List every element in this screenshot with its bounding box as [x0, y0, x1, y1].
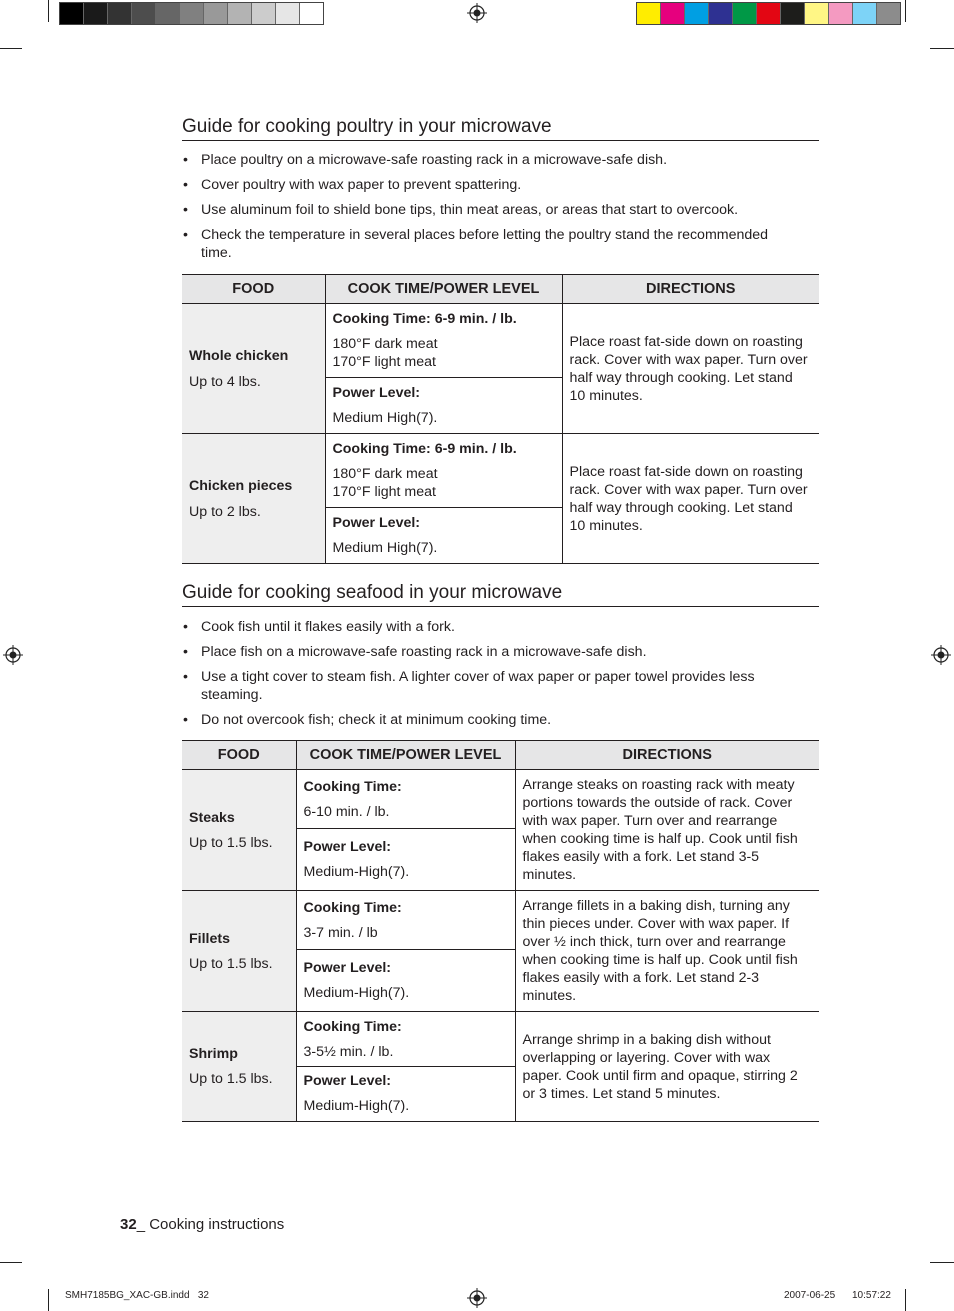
food-amount: Up to 4 lbs.	[189, 373, 261, 390]
food-cell	[182, 304, 325, 434]
color-swatch	[781, 3, 805, 24]
cooking-time-line: 170°F light meat	[332, 354, 436, 370]
registration-mark-icon	[467, 3, 487, 23]
column-header-food: FOOD	[182, 275, 325, 304]
cooking-time-line: 180°F dark meat	[332, 466, 438, 482]
directions-cell: Place roast fat-side down on roasting rack. Cover with wax paper. Turn over half way through cooking. Let stand 10 minutes.	[562, 304, 819, 434]
registration-mark-icon	[467, 1288, 487, 1308]
crop-mark	[905, 1289, 906, 1311]
registration-mark-icon	[3, 645, 23, 665]
column-header-directions: DIRECTIONS	[515, 741, 819, 770]
cooking-time-line: 170°F light meat	[332, 484, 436, 500]
cook-time-cell	[325, 434, 562, 564]
list-item: • Place fish on a microwave-safe roasting rack in a microwave-safe dish.	[182, 643, 802, 661]
footer-section: _ Cooking instructions	[136, 1216, 285, 1233]
power-level-value: Medium-High(7).	[303, 864, 410, 880]
food-amount: Up to 1.5 lbs.	[189, 1071, 273, 1087]
cooking-time-label: Cooking Time: 6-9 min. / lb.	[332, 441, 517, 457]
power-level-block	[297, 828, 515, 890]
color-swatch	[637, 3, 661, 24]
cooking-time-value: 3-7 min. / lb	[303, 925, 378, 941]
food-amount: Up to 1.5 lbs.	[189, 834, 273, 851]
crop-mark	[48, 1289, 49, 1311]
cooking-time-block	[297, 891, 515, 949]
directions-cell: Arrange steaks on roasting rack with meaty portions towards the outside of rack. Cover with wax paper. Turn over and rearrange when cooking time is half up. Cook until fish flakes easily with a fork. Let stand 3-5 minutes.	[515, 770, 819, 891]
food-name: Shrimp	[189, 1046, 238, 1062]
color-swatch	[156, 3, 180, 24]
cooking-time-value: 3-5½ min. / lb.	[303, 1044, 394, 1060]
color-swatch	[709, 3, 733, 24]
cooking-time-label: Cooking Time:	[303, 1019, 402, 1035]
cooking-time-block	[326, 434, 562, 507]
color-swatch	[685, 3, 709, 24]
color-swatch	[805, 3, 829, 24]
power-level-value: Medium High(7).	[332, 410, 438, 426]
poultry-table	[182, 274, 819, 564]
page-footer	[120, 1216, 284, 1233]
crop-mark	[0, 48, 22, 49]
cook-time-cell	[296, 891, 515, 1012]
list-item: • Use a tight cover to steam fish. A lighter cover of wax paper or paper towel provides less steaming.	[182, 668, 802, 704]
color-swatch	[300, 3, 323, 24]
crop-mark	[0, 1262, 22, 1263]
page-number: 32	[120, 1216, 137, 1233]
cooking-time-value: 6-10 min. / lb.	[303, 804, 390, 820]
color-swatch	[661, 3, 685, 24]
power-level-label: Power Level:	[332, 385, 421, 401]
cooking-time-label: Cooking Time:	[303, 779, 402, 795]
power-level-label: Power Level:	[303, 1073, 392, 1089]
food-name: Steaks	[189, 809, 235, 826]
food-name: Whole chicken	[189, 347, 289, 364]
cooking-time-label: Cooking Time: 6-9 min. / lb.	[332, 311, 517, 327]
list-item: • Place poultry on a microwave-safe roasting rack in a microwave-safe dish.	[182, 151, 802, 169]
food-cell	[182, 434, 325, 564]
process-color-bar	[636, 2, 901, 25]
food-cell	[182, 1012, 296, 1122]
color-swatch	[180, 3, 204, 24]
power-level-label: Power Level:	[303, 839, 392, 855]
table-row	[182, 434, 819, 564]
cooking-time-block	[326, 304, 562, 377]
food-cell	[182, 891, 296, 1012]
seafood-bullet-list	[182, 618, 802, 736]
color-swatch	[60, 3, 84, 24]
table-header-row	[182, 275, 819, 304]
power-level-label: Power Level:	[332, 515, 421, 531]
directions-cell: Arrange fillets in a baking dish, turning any thin pieces under. Cover with wax paper. If over ½ inch thick, turn over and rearrange when cooking time is half up. Cook until fish flakes easily with a fork. Let stand 2-3 minutes.	[515, 891, 819, 1012]
column-header-cook-time: COOK TIME/POWER LEVEL	[296, 741, 515, 770]
color-swatch	[757, 3, 781, 24]
cooking-time-block	[297, 770, 515, 828]
slug-time: 10:57:22	[852, 1290, 891, 1301]
cooking-time-label: Cooking Time:	[303, 900, 402, 916]
power-level-block	[326, 377, 562, 433]
food-amount: Up to 1.5 lbs.	[189, 955, 273, 972]
poultry-heading: Guide for cooking poultry in your microwave	[182, 116, 819, 141]
power-level-label: Power Level:	[303, 960, 392, 976]
list-item: • Cover poultry with wax paper to prevent spattering.	[182, 176, 802, 194]
directions-cell: Arrange shrimp in a baking dish without overlapping or layering. Cover with wax paper. Cook until firm and opaque, stirring 2 or 3 times. Let stand 5 minutes.	[515, 1012, 819, 1122]
seafood-table	[182, 740, 819, 1122]
column-header-food: FOOD	[182, 741, 296, 770]
grayscale-color-bar	[59, 2, 324, 25]
color-swatch	[252, 3, 276, 24]
power-level-block	[297, 1066, 515, 1121]
column-header-directions: DIRECTIONS	[562, 275, 819, 304]
cook-time-cell	[325, 304, 562, 434]
directions-cell: Place roast fat-side down on roasting rack. Cover with wax paper. Turn over half way through cooking. Let stand 10 minutes.	[562, 434, 819, 564]
cooking-time-line: 180°F dark meat	[332, 336, 438, 352]
list-item: • Cook fish until it flakes easily with a fork.	[182, 618, 802, 636]
power-level-value: Medium High(7).	[332, 540, 438, 556]
food-name: Chicken pieces	[189, 477, 293, 494]
color-swatch	[853, 3, 877, 24]
table-row	[182, 891, 819, 1012]
table-row	[182, 304, 819, 434]
color-swatch	[132, 3, 156, 24]
color-swatch	[108, 3, 132, 24]
crop-mark	[930, 1262, 954, 1263]
table-row	[182, 1012, 819, 1122]
color-swatch	[829, 3, 853, 24]
table-header-row	[182, 741, 819, 770]
color-swatch	[276, 3, 300, 24]
color-swatch	[204, 3, 228, 24]
list-item: • Use aluminum foil to shield bone tips, thin meat areas, or areas that start to overcook.	[182, 201, 802, 219]
column-header-cook-time: COOK TIME/POWER LEVEL	[325, 275, 562, 304]
slug-date: 2007-06-25	[784, 1290, 836, 1301]
color-swatch	[733, 3, 757, 24]
food-amount: Up to 2 lbs.	[189, 503, 261, 520]
cook-time-cell	[296, 770, 515, 891]
power-level-value: Medium-High(7).	[303, 985, 410, 1001]
food-cell	[182, 770, 296, 891]
color-swatch	[877, 3, 900, 24]
power-level-block	[297, 949, 515, 1011]
power-level-block	[326, 507, 562, 563]
registration-mark-icon	[931, 645, 951, 665]
color-swatch	[228, 3, 252, 24]
color-swatch	[84, 3, 108, 24]
cooking-time-block	[297, 1012, 515, 1066]
slug-filename: SMH7185BG_XAC-GB.indd 32	[65, 1290, 209, 1301]
list-item: • Do not overcook fish; check it at minimum cooking time.	[182, 711, 802, 729]
crop-mark	[930, 48, 954, 49]
food-name: Fillets	[189, 930, 230, 947]
table-row	[182, 770, 819, 891]
crop-mark	[48, 0, 49, 22]
poultry-bullet-list	[182, 151, 802, 269]
power-level-value: Medium-High(7).	[303, 1098, 410, 1114]
crop-mark	[905, 0, 906, 22]
cook-time-cell	[296, 1012, 515, 1122]
seafood-heading: Guide for cooking seafood in your microwave	[182, 582, 819, 607]
list-item: • Check the temperature in several places before letting the poultry stand the recommended time.	[182, 226, 802, 262]
